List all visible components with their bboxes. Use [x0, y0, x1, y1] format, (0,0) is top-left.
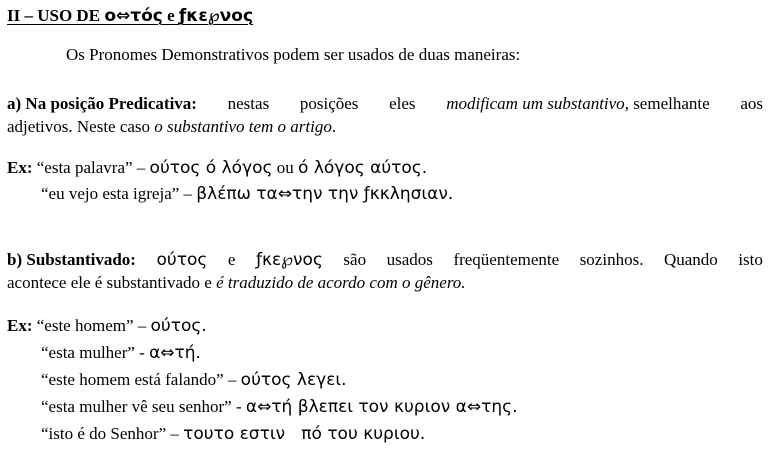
example-b-text-1: “este homem” – [32, 316, 151, 335]
section-a-italic: modificam um substantivo [446, 94, 625, 113]
example-a-line-2 [41, 184, 453, 204]
example-a-text-1: “esta palavra” – [32, 158, 150, 177]
example-b-greek-4: α⇔τή βλεπει τον κυριον α⇔της. [245, 397, 518, 417]
section-b-word: são [343, 250, 367, 269]
example-a-line-1 [7, 158, 427, 178]
section-a-line-2 [7, 117, 336, 137]
section-b-italic: é traduzido de acordo com o gênero. [216, 273, 466, 292]
heading-greek-1: ο⇔τός [104, 6, 163, 26]
section-a-word: eles [389, 94, 416, 113]
example-b-line-2 [41, 343, 201, 363]
section-b-greek-1: ούτος [156, 250, 208, 270]
example-b-text-3: “este homem está falando” – [41, 370, 241, 389]
example-a-ou: ou [272, 158, 299, 177]
example-b-line-5 [41, 424, 425, 444]
heading-prefix: II – USO DE [7, 6, 105, 25]
example-b-greek-2: α⇔τή. [149, 343, 201, 363]
section-b-word: sozinhos. [579, 250, 644, 269]
example-b-greek-1: ούτος. [150, 316, 207, 336]
example-b-greek-3: ούτος λεγει. [240, 370, 347, 390]
example-a-text-2: “eu vejo esta igreja” – [41, 184, 197, 203]
section-a-label: a) Na posição Predicativa: [7, 94, 197, 113]
example-b-line-1 [7, 316, 207, 336]
heading-greek-2: ƒκε℘νος [178, 6, 254, 26]
section-b-line-1 [7, 250, 763, 270]
section-b-word: freqüentemente [453, 250, 560, 269]
section-a-word: , semelhante [624, 94, 710, 113]
section-b-greek-2: ƒκε℘νος [255, 250, 323, 270]
section-b-word: isto [738, 250, 763, 269]
section-b-word: usados [386, 250, 433, 269]
section-b-text: acontece ele é substantivado e [7, 273, 217, 292]
section-b-line-2 [7, 273, 466, 293]
section-a-text: adjetivos. Neste caso [7, 117, 155, 136]
example-b-text-4: “esta mulher vê seu senhor” - [41, 397, 246, 416]
example-b-greek-5: τουτο εστιν πό του κυριου. [183, 424, 426, 444]
example-b-text-2: “esta mulher” - [41, 343, 150, 362]
example-a-greek-1: ούτος ό λόγος [149, 158, 273, 178]
intro-paragraph: Os Pronomes Demonstrativos podem ser usados de duas maneiras: [66, 45, 521, 64]
example-b-text-5: “isto é do Senhor” – [41, 424, 184, 443]
section-a-italic-2: o substantivo tem o artigo [154, 117, 332, 136]
heading-and: e [162, 6, 179, 25]
section-b-word: e [227, 250, 236, 269]
section-a-word: nestas [227, 94, 270, 113]
example-a-label: Ex: [7, 158, 33, 177]
example-a-greek-2: ό λόγος αύτος. [298, 158, 428, 178]
section-a-period: . [331, 117, 337, 136]
section-a-line-1 [7, 94, 763, 114]
example-a-greek-3: βλέπω τα⇔την την ƒκκλησιαν. [196, 184, 454, 204]
section-b-label: b) Substantivado: [7, 250, 136, 269]
example-b-line-4 [41, 397, 518, 417]
section-a-word: aos [740, 94, 763, 113]
section-b-word: Quando [663, 250, 718, 269]
example-b-line-3 [41, 370, 347, 390]
section-a-word: posições [299, 94, 359, 113]
section-heading [7, 6, 253, 26]
example-b-label: Ex: [7, 316, 33, 335]
